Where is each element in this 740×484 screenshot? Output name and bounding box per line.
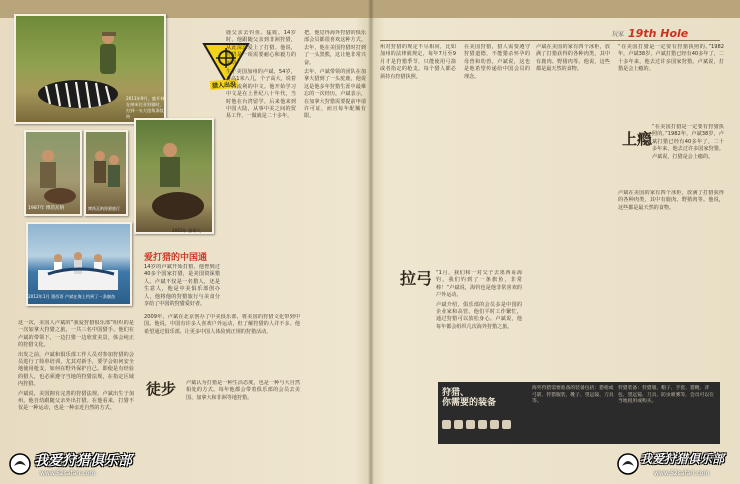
boot-icon [490,420,499,429]
right-para-1: 州对狩猎的规定不尽相同，比如加州的法律就规定，每年7月至9月才是狩猎季节，只能使用弓箭或者指定的枪支。每个猎人都必须持有狩猎执照。 [380,44,456,80]
left-watermark-icon [8,452,32,476]
left-para-1: 这一次，美国人卢斌的“我爱狩猎俱乐部”组织的是一次加拿大狩猎之旅，一共三名中国猎手。他们在卢斌的带领下，一边打猎一边欣赏美景，体会纯正的狩猎文化。 [18,320,134,349]
right-para-5: 卢斌在美国的家有四个冰柜，放满了打猎获得的各种肉类，其中有鹿肉、野猪肉等。他说，这些都是最天然的食物。 [536,44,610,73]
right-watermark-url: www.52safari.com [654,470,710,477]
left-watermark: 我爱狩猎俱乐部 [34,453,132,469]
right-col-6 [618,190,724,378]
equipment-icons [442,420,511,429]
caption-mid-left: 1987年 博茨瓦纳 [28,206,65,211]
right-col-4 [536,44,610,378]
equipment-title [442,388,496,408]
badge-label: 猎人出没 [210,79,239,90]
mid-para-1: 鹿父亲去钓鱼、猛蛇。14岁时，他跟随父亲到非洲狩猎，从此深深爱上了打猎。他说，狩猎是一项需要耐心和毅力的运动。 [226,30,296,66]
left-heading: 爱打猎的中国通 [144,253,208,263]
mid-para-3: 2009年，卢斌在北京创办了中美俱乐部，将美国的狩猎文化带到中国。他说，中国有许多人喜欢户外运动，但了解狩猎的人并不多。他希望通过俱乐部，让更多中国人体验到正规的狩猎活动。 [144,314,300,335]
equipment-box [438,382,720,444]
right-heading-2: 上瘾 [622,130,653,148]
right-col-1 [380,44,456,244]
fishing-scene [28,224,130,304]
center-col [304,30,366,470]
right-para-4: 在美国狩猎，猎人需要遵守狩猎道德，不能猎杀怀孕的母兽和幼兽。卢斌说，这也是他希望传递给中国会员的理念。 [464,44,530,80]
mid-col-3 [186,380,300,476]
right-para-2: “1月，我们和一对父子去墨西哥海钓，我们钓到了一条旗鱼，非常棒！”卢斌说，海钓也是他非常喜欢的户外运动。 [436,270,522,299]
boar-hunter-figure [136,120,212,232]
right-para-3: 卢斌介绍，俱乐部的会员多是中国的企业家和高管，他们平时工作繁忙，通过狩猎可以放松身心。卢斌说，他每年都会组织几次海外狩猎之旅。 [436,301,522,330]
caption-top: 2011年9月，鹿开林在纳米比亚狩猎时，打到一头大扭角条纹羚 [126,96,165,119]
equipment-title-line2: 你需要的装备 [442,398,497,408]
mid-heading: 徒步 [146,380,177,398]
center-para-1: 把，他觉得海外狩猎的俱乐部会员都很喜欢这种方式。去年，他在美国狩猎时打到了一头黑熊，这让他非常兴奋。 [304,30,366,66]
equipment-text-right: 狩猎装备：狩猎服、帽子、手套、猎靴、背包、望远镜、刀具、防虫喷雾等，会员可以在当地租用或购买。 [618,386,714,405]
right-para-8: “在美国打猎是一定要有狩猎执照的。”1982年，卢斌38岁，卢斌打猎已经有40多年了，二十多年来，他去过许多国家狩猎。卢斌说，打猎是会上瘾的。 [618,44,724,73]
mid-col-1 [226,30,296,274]
photo-hunter-with-boar [134,118,214,234]
rifle-icon [454,420,463,429]
mid-para-2: 生于美国加州的卢斌，54岁，身高1米八几，个子高大，说着一口流利的中文。他开始学习中文是在上世纪八十年代，当时他在台湾留学。后来他来到中国大陆，从事中美之间的贸易工作，一做就是二十多年。 [226,69,296,120]
center-para-2: 去年，卢斌带领的团队在加拿大猎到了一头驼鹿，他说这是他多年狩猎生涯中最难忘的一次经历。卢斌表示，在加拿大狩猎需要提前申请许可证，而且每年配额有限。 [304,69,366,120]
hunters-figures [86,132,126,214]
equipment-text-mid: 海外狩猎需要准备的装备包括：猎枪或弓箭、狩猎服装、靴子、望远镜、刀具等。 [532,386,614,405]
backpack-icon [478,420,487,429]
right-para-6: “在美国打猎是一定要有狩猎执照的。”1982年，卢斌38岁，卢斌打猎已经有40多年了，二十多年来，他去过许多国家狩猎。卢斌说，打猎是会上瘾的。 [652,124,724,160]
right-watermark: 我爱狩猎俱乐部 [640,452,725,466]
caption-bottom-left: 2012年1月 墨西哥 卢斌在海上钓到了一条旗鱼 [28,294,116,299]
left-intro: 14岁的卢斌开始打猎，他曾到过40多个国家打猎，是美国资深猎人。卢斌不仅是一名猎人，还是生意人，他是中美俱乐部创办人，他将他的狩猎旅行与美食分享给了中国的狩猎爱好者。 [144,264,220,308]
right-para-7: 卢斌在美国的家有四个冰柜，放满了打猎获得的各种肉类，其中有鹿肉、野猪肉等。他说，这些都是最天然的食物。 [618,190,724,211]
left-para-3: 卢斌说，美国拥有完善的狩猎法规。卢斌出生于加州，他自幼跟随父亲外出打猎。在他看来，打猎不仅是一种运动，也是一种亲近自然的方式。 [18,390,134,412]
left-body-1 [18,320,134,470]
caption-mid-right: 博茨瓦纳狩猎旅行 [88,206,120,211]
right-watermark-icon [616,452,640,476]
header-rule [380,40,720,41]
mid-para-4: 卢斌认为打猎是一种生活态度，也是一种与大自然相处的方式。每年他都会带着俱乐部的会员去美国、加拿大和非洲等地狩猎。 [186,380,300,401]
photo-hunters-pair [84,130,128,216]
mid-col-2 [144,314,300,374]
left-para-2: 出发之前，卢斌和俱乐部工作人员对参加狩猎的会员进行了简单培训，尤其对新手，要学会如何安全地使用枪支，如何在野外保护自己。即使是有经验的猎人，也必须遵守当地的狩猎法规，在指定区域内狩猎。 [18,351,134,388]
equipment-title-line1: 狩猎、 [442,388,470,398]
camera-icon [466,420,475,429]
knife-icon [502,420,511,429]
right-heading: 拉弓 [400,269,433,288]
right-col-5 [652,124,724,184]
right-col-3 [464,44,530,378]
left-watermark-url: www.52safari.com [40,470,96,477]
photo-hunter-with-antelope [24,130,82,216]
hunter-figure [26,132,80,214]
hat-icon [442,420,451,429]
caption-mid2: 2003年 加拿大 [172,228,201,233]
section-label: 玩家 [612,30,625,38]
column-logo: 19th Hole [628,26,689,40]
right-col-top [618,44,724,122]
page-gutter [368,0,374,484]
